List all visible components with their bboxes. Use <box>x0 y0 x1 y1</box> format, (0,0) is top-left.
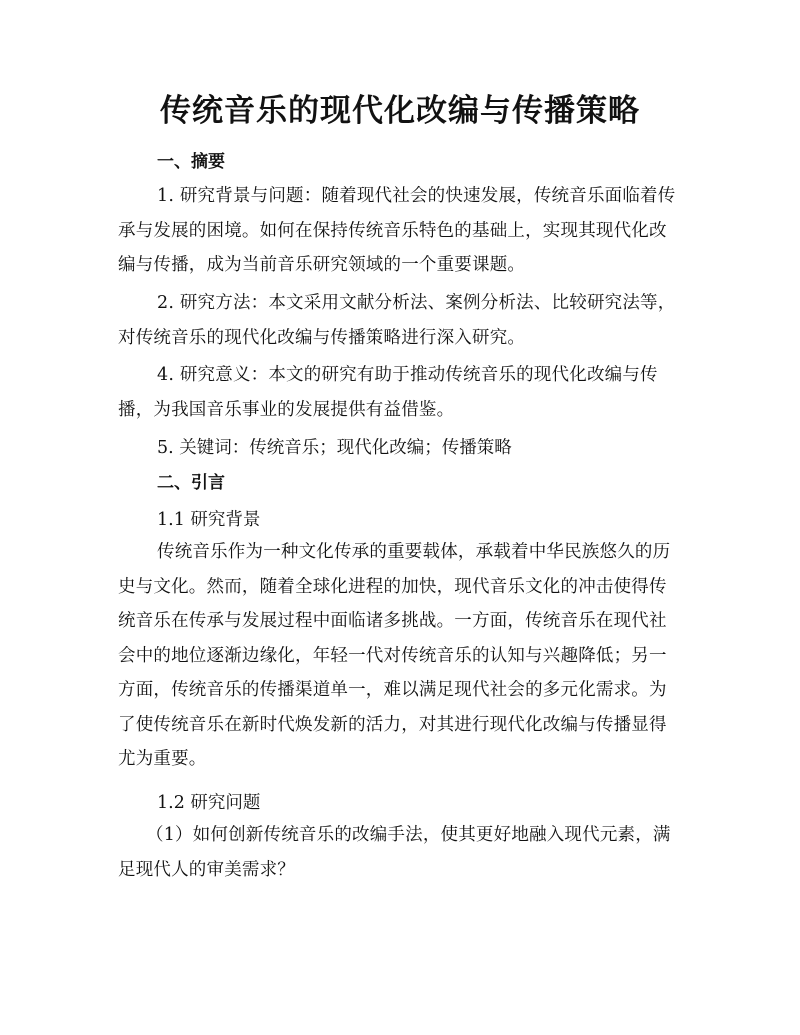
research-background-subheading: 1.1 研究背景 <box>157 510 261 530</box>
abstract-significance-paragraph: 4. 研究意义：本文的研究有助于推动传统音乐的现代化改编与传播，为我国音乐事业的发展提供有益借鉴。 <box>118 365 658 420</box>
document-title: 传统音乐的现代化改编与传播策略 <box>160 93 640 129</box>
abstract-heading: 一、摘要 <box>157 152 225 172</box>
abstract-background-paragraph: 1. 研究背景与问题：随着现代社会的快速发展，传统音乐面临着传承与发展的困境。如何在保持传统音乐特色的基础上，实现其现代化改编与传播，成为当前音乐研究领域的一个重要课题。 <box>118 186 676 275</box>
abstract-method-paragraph: 2. 研究方法：本文采用文献分析法、案例分析法、比较研究法等，对传统音乐的现代化改编与传播策略进行深入研究。 <box>118 293 676 348</box>
intro-heading: 二、引言 <box>157 473 225 493</box>
research-background-paragraph: 传统音乐作为一种文化传承的重要载体，承载着中华民族悠久的历史与文化。然而，随着全球化进程的加快，现代音乐文化的冲击使得传统音乐在传承与发展过程中面临诸多挑战。一方面，传统音乐在现代社会中的地位逐渐边缘化，年轻一代对传统音乐的认知与兴趣降低；另一方面，传统音乐的传播渠道单一，难以满足现代社会的多元化需求。为了使传统音乐在新时代焕发新的活力，对其进行现代化改编与传播显得尤为重要。 <box>118 542 671 769</box>
research-question-subheading: 1.2 研究问题 <box>157 793 261 813</box>
abstract-keywords: 5. 关键词：传统音乐；现代化改编；传播策略 <box>157 438 512 458</box>
research-question-1: （1）如何创新传统音乐的改编手法，使其更好地融入现代元素，满足现代人的审美需求？ <box>118 825 671 880</box>
